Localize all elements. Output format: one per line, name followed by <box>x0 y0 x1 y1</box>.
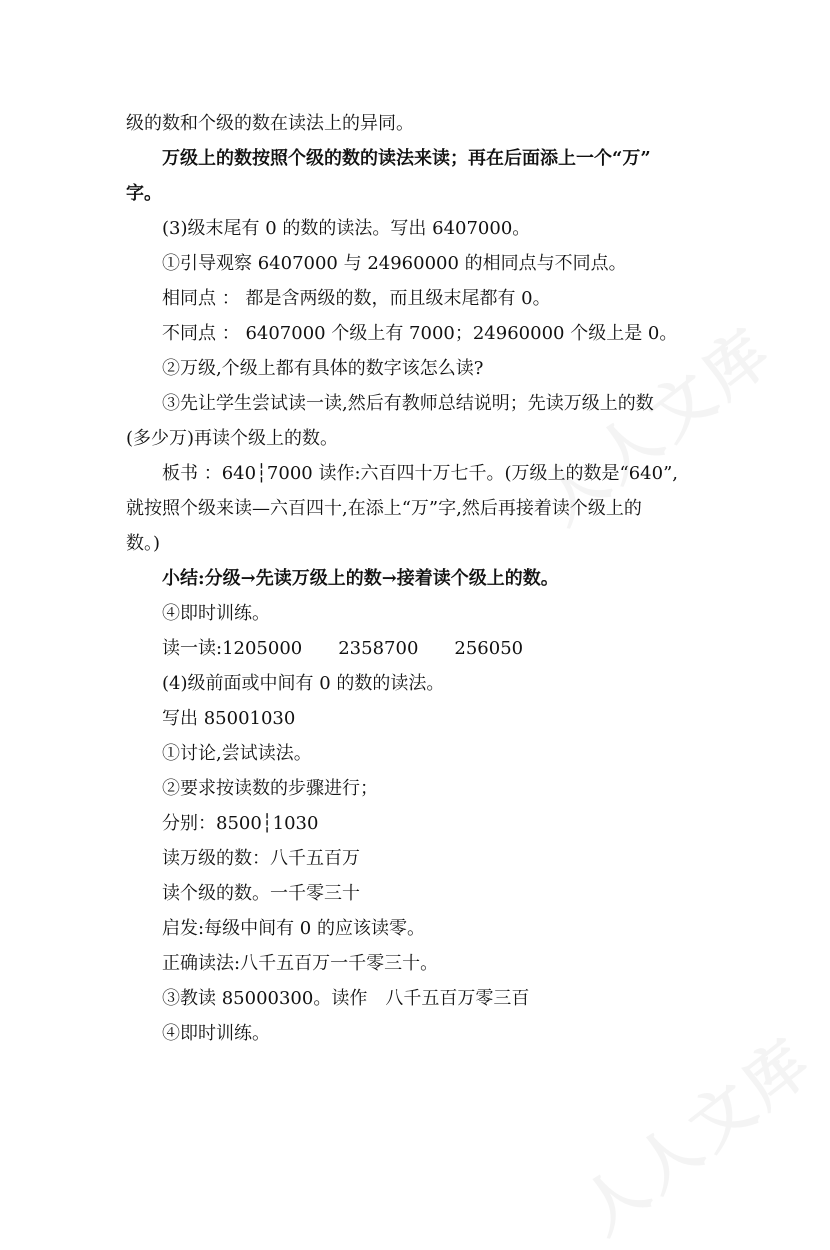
paragraph-line: ③先让学生尝试读一读,然后有教师总结说明；先读万级上的数 <box>162 393 654 414</box>
paragraph-line: 级的数和个级的数在读法上的异同。 <box>126 113 414 134</box>
paragraph-line: (多少万)再读个级上的数。 <box>126 428 339 449</box>
section-heading-3: (3)级末尾有 0 的数的读法。写出 6407000。 <box>162 218 531 239</box>
paragraph-line-bold: 万级上的数按照个级的数的读法来读；再在后面添上一个“万” <box>162 148 651 169</box>
paragraph-line: 正确读法:八千五百万一千零三十。 <box>162 953 439 974</box>
paragraph-line: ②要求按读数的步骤进行； <box>162 778 378 799</box>
paragraph-line: 读一读:1205000 2358700 256050 <box>162 638 524 659</box>
paragraph-line: ②万级,个级上都有具体的数字该怎么读? <box>162 358 484 379</box>
paragraph-line: 相同点 ： 都是含两级的数，而且级末尾都有 0。 <box>162 288 551 309</box>
watermark: 人人文库 <box>528 312 788 538</box>
paragraph-line: ①引导观察 6407000 与 24960000 的相同点与不同点。 <box>162 253 627 274</box>
paragraph-line: 读个级的数。一千零三十 <box>162 883 360 904</box>
paragraph-line: 写出 85001030 <box>162 708 296 729</box>
paragraph-line: ①讨论,尝试读法。 <box>162 743 312 764</box>
paragraph-line: 启发:每级中间有 0 的应该读零。 <box>162 918 425 939</box>
paragraph-line: 板书 ：640┆7000 读作:六百四十万七千。(万级上的数是“640”, <box>162 463 679 484</box>
paragraph-line: 就按照个级来读—六百四十,在添上“万”字,然后再接着读个级上的 <box>126 498 642 519</box>
summary-line-bold: 小结:分级→先读万级上的数→接着读个级上的数。 <box>162 568 559 589</box>
section-heading-4: (4)级前面或中间有 0 的数的读法。 <box>162 673 445 694</box>
paragraph-line: 不同点 ： 6407000 个级上有 7000；24960000 个级上是 0。 <box>162 323 678 344</box>
paragraph-line-bold: 字。 <box>126 183 162 204</box>
watermark: 人人文库 <box>568 1022 828 1248</box>
paragraph-line: 数。) <box>126 533 161 554</box>
paragraph-line: 分别：8500┆1030 <box>162 813 319 834</box>
paragraph-line: 读万级的数：八千五百万 <box>162 848 360 869</box>
paragraph-line: ④即时训练。 <box>162 1023 270 1044</box>
paragraph-line: ④即时训练。 <box>162 603 270 624</box>
paragraph-line: ③教读 85000300。读作 八千五百万零三百 <box>162 988 530 1009</box>
